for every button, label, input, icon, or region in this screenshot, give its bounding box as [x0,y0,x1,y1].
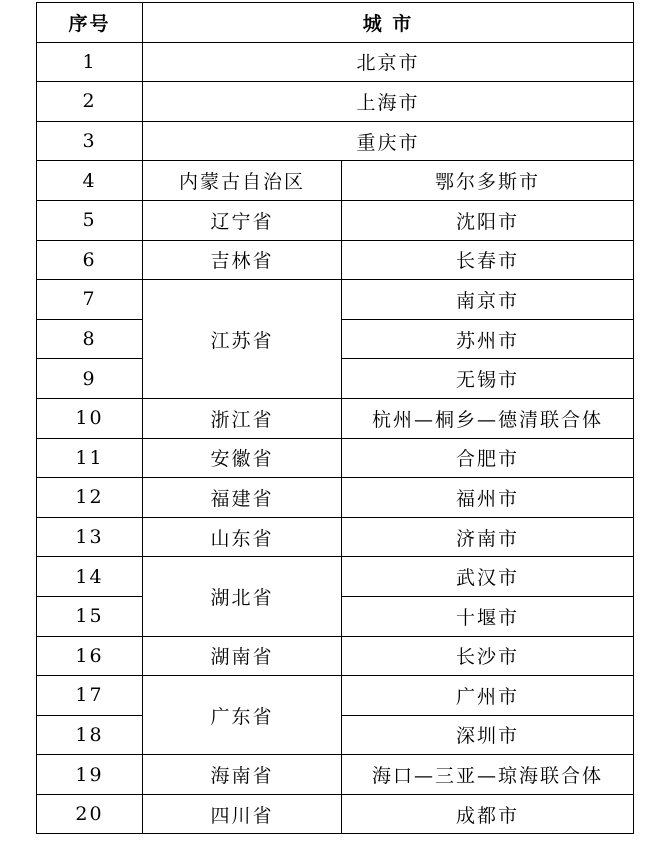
row-no: 1 [37,42,143,82]
row-province: 浙江省 [143,398,342,438]
row-province: 山东省 [143,517,342,557]
row-no: 7 [37,280,143,320]
table-row [37,636,634,676]
row-province: 福建省 [143,478,342,518]
row-province: 广东省 [143,676,342,755]
row-city: 海口—三亚—琼海联合体 [342,755,634,795]
row-city: 成都市 [342,794,634,834]
row-province: 湖北省 [143,557,342,636]
table-row [37,438,634,478]
row-province: 吉林省 [143,240,342,280]
table-row [37,517,634,557]
row-city: 北京市 [143,42,634,82]
row-province: 内蒙古自治区 [143,161,342,201]
row-no: 6 [37,240,143,280]
row-no: 19 [37,755,143,795]
row-city: 杭州—桐乡—德清联合体 [342,398,634,438]
table-row [37,82,634,122]
row-city: 十堰市 [342,596,634,636]
row-city: 福州市 [342,478,634,518]
row-no: 8 [37,319,143,359]
row-no: 5 [37,200,143,240]
row-province: 四川省 [143,794,342,834]
row-province: 湖南省 [143,636,342,676]
row-city: 鄂尔多斯市 [342,161,634,201]
row-no: 11 [37,438,143,478]
row-city: 合肥市 [342,438,634,478]
table-row [37,398,634,438]
row-province: 安徽省 [143,438,342,478]
row-city: 苏州市 [342,319,634,359]
row-no: 4 [37,161,143,201]
row-city: 长沙市 [342,636,634,676]
row-no: 3 [37,121,143,161]
row-no: 12 [37,478,143,518]
row-no: 20 [37,794,143,834]
header-no: 序号 [37,3,143,43]
row-no: 17 [37,676,143,716]
row-city: 深圳市 [342,715,634,755]
table-row [37,478,634,518]
row-no: 9 [37,359,143,399]
row-no: 2 [37,82,143,122]
row-city: 济南市 [342,517,634,557]
row-city: 武汉市 [342,557,634,597]
row-province: 江苏省 [143,280,342,399]
row-no: 13 [37,517,143,557]
table-row [37,121,634,161]
row-city: 南京市 [342,280,634,320]
table-row [37,755,634,795]
table-row [37,794,634,834]
row-city: 重庆市 [143,121,634,161]
row-no: 16 [37,636,143,676]
row-city: 上海市 [143,82,634,122]
row-no: 10 [37,398,143,438]
row-province: 辽宁省 [143,200,342,240]
header-city: 城 市 [143,3,634,43]
table-row [37,676,634,716]
table-row [37,240,634,280]
row-no: 15 [37,596,143,636]
city-table [36,2,634,834]
row-city: 长春市 [342,240,634,280]
row-no: 14 [37,557,143,597]
row-no: 18 [37,715,143,755]
table-row [37,42,634,82]
header-row [37,3,634,43]
row-city: 无锡市 [342,359,634,399]
row-city: 广州市 [342,676,634,716]
row-city: 沈阳市 [342,200,634,240]
table-row [37,200,634,240]
table-row [37,280,634,320]
table-row [37,557,634,597]
row-province: 海南省 [143,755,342,795]
table-row [37,161,634,201]
